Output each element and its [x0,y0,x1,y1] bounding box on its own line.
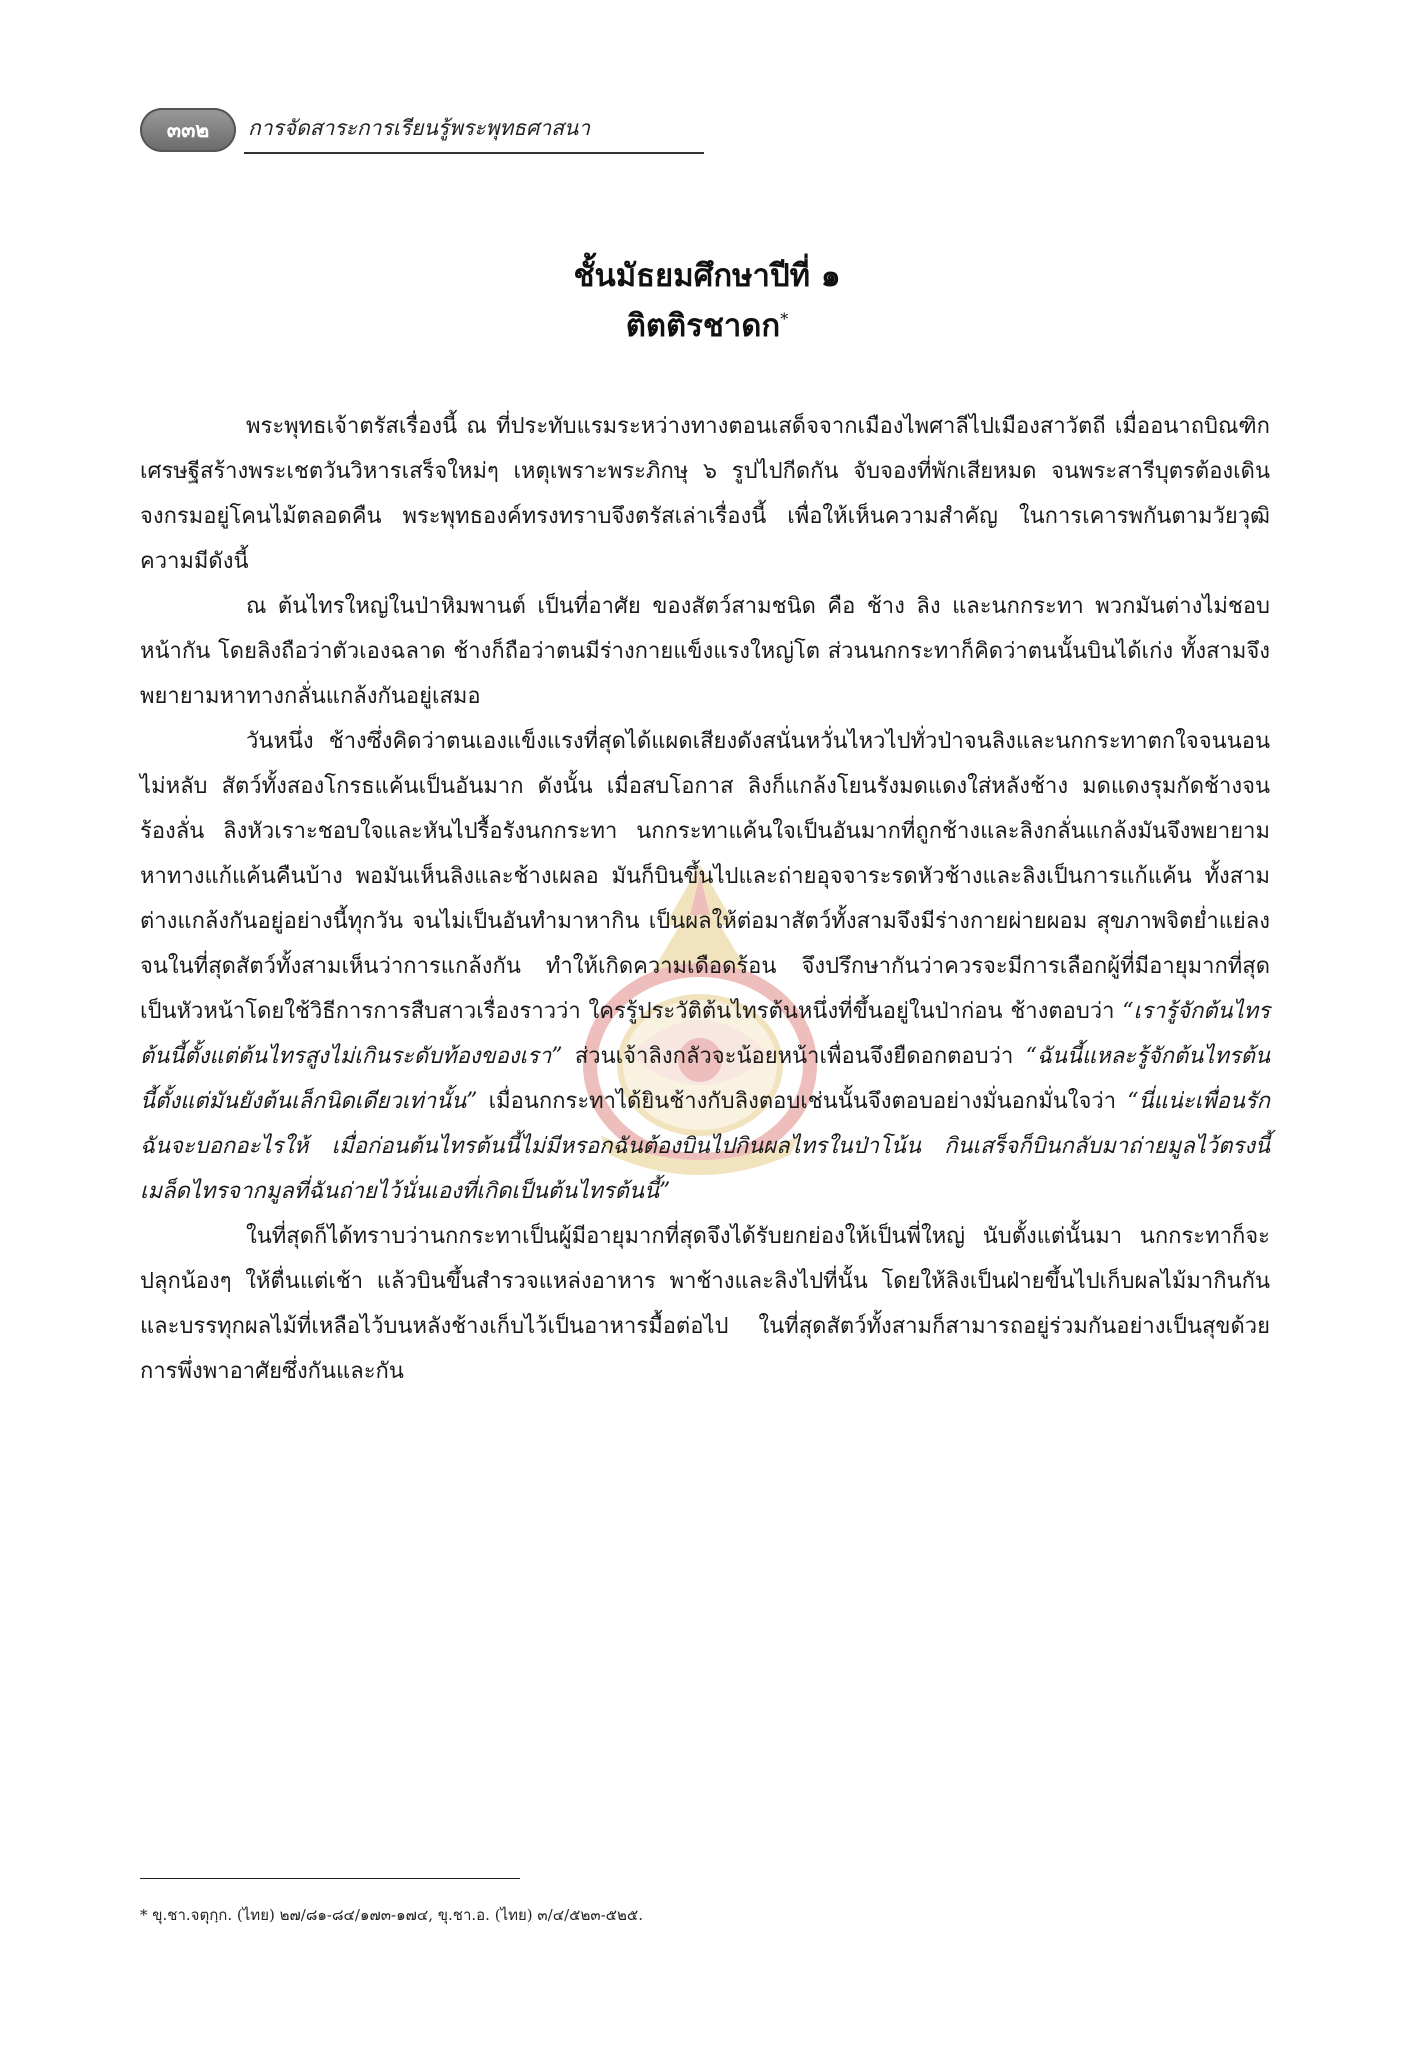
paragraph-2: ณ ต้นไทรใหญ่ในป่าหิมพานต์ เป็นที่อาศัย ของสัตว์สามชนิด คือ ช้าง ลิง และนกกระทา พวกมันต่างไม่ชอบหน้ากัน โดยลิงถือว่าตัวเองฉลาด ช้างก็ถือว่าตนมีร่างกายแข็งแรงใหญ่โต ส่วนนกกระทาก็คิดว่าตนนั้นบินได้เก่ง ทั้งสามจึงพยายามหาทางกลั่นแกล้งกันอยู่เสมอ [140,594,1270,709]
elephant-quote: “เรารู้จักต้นไทรต้นนี้ตั้งแต่ต้นไทรสูงไม่เกินระดับท้องของเรา” [140,999,1270,1069]
story-body [140,404,1270,1394]
bird-intro: เมื่อนกกระทาได้ยินช้างกับลิงตอบเช่นนั้นจึงตอบอย่างมั่นอกมั่นใจว่า [488,1089,1117,1114]
monkey-quote: “ฉันนี้แหละรู้จักต้นไทรต้นนี้ตั้งแต่มันยังต้นเล็กนิดเดียวเท่านั้น” [140,1044,1271,1114]
grade-heading: ชั้นมัธยมศึกษาปีที่ ๑ [573,258,841,294]
footnote-divider [140,1878,520,1879]
paragraph-4: ในที่สุดก็ได้ทราบว่านกกระทาเป็นผู้มีอายุมากที่สุดจึงได้รับยกย่องให้เป็นพี่ใหญ่ นับตั้งแต่นั้นมา นกกระทาก็จะปลุกน้องๆ ให้ตื่นแต่เช้า แล้วบินขึ้นสำรวจแหล่งอาหาร พาช้างและลิงไปที่นั้น โดยให้ลิงเป็นฝ่ายขึ้นไปเก็บผลไม้มากินกัน และบรรทุกผลไม้ที่เหลือไว้บนหลังช้างเก็บไว้เป็นอาหารมื้อต่อไป ในที่สุดสัตว์ทั้งสามก็สามารถอยู่ร่วมกันอย่างเป็นสุขด้วยการพึ่งพาอาศัยซึ่งกันและกัน [140,1224,1270,1384]
footnote [140,1904,1270,1926]
paragraph-3 [140,719,1270,1214]
bird-quote: “นี่แน่ะเพื่อนรักฉันจะบอกอะไรให้ เมื่อก่อนต้นไทรต้นนี้ไม่มีหรอกฉันต้องบินไปกินผลไทรในป่าโน้น กินเสร็จก็บินกลับมาถ่ายมูลไว้ตรงนี้ เมล็ดไทรจากมูลที่ฉันถ่ายไว้นั่นเองที่เกิดเป็นต้นไทรต้นนี้” [140,1089,1270,1204]
page-number-badge: ๓๓๒ [140,108,236,152]
running-header [140,108,700,160]
footnote-mark: * [140,1906,148,1924]
story-title [0,300,1414,350]
monkey-intro: ส่วนเจ้าลิงกลัวจะน้อยหน้าเพื่อนจึงยืดอกตอบว่า [574,1044,1014,1069]
header-divider [244,152,704,154]
footnote-marker: * [780,309,789,329]
story-title-text: ติตติรชาดก [625,308,781,344]
footnote-text: ขุ.ชา.จตุกฺก. (ไทย) ๒๗/๘๑-๘๔/๑๗๓-๑๗๔, ขุ.ชา.อ. (ไทย) ๓/๔/๕๒๓-๕๒๕. [152,1906,644,1924]
paragraph-1: พระพุทธเจ้าตรัสเรื่องนี้ ณ ที่ประทับแรมระหว่างทางตอนเสด็จจากเมืองไพศาลีไปเมืองสาวัตถี เมื่ออนาถบิณฑิกเศรษฐีสร้างพระเชตวันวิหารเสร็จใหม่ๆ เหตุเพราะพระภิกษุ ๖ รูปไปกีดกัน จับจองที่พักเสียหมด จนพระสารีบุตรต้องเดินจงกรมอยู่โคนไม้ตลอดคืน พระพุทธองค์ทรงทราบจึงตรัสเล่าเรื่องนี้ เพื่อให้เห็นความสำคัญ ในการเคารพกันตามวัยวุฒิ ความมีดังนี้ [140,414,1270,574]
book-title: การจัดสาระการเรียนรู้พระพุทธศาสนา [248,116,591,140]
paragraph-3-narration: วันหนึ่ง ช้างซึ่งคิดว่าตนเองแข็งแรงที่สุดได้แผดเสียงดังสนั่นหวั่นไหวไปทั่วป่าจนลิงและนกกระทาตกใจจนนอนไม่หลับ สัตว์ทั้งสองโกรธแค้นเป็นอันมาก ดังนั้น เมื่อสบโอกาส ลิงก็แกล้งโยนรังมดแดงใส่หลังช้าง มดแดงรุมกัดช้างจนร้องลั่น ลิงหัวเราะชอบใจและหันไปรื้อรังนกกระทา นกกระทาแค้นใจเป็นอันมากที่ถูกช้างและลิงกลั่นแกล้งมันจึงพยายามหาทางแก้แค้นคืนบ้าง พอมันเห็นลิงและช้างเผลอ มันก็บินขึ้นไปและถ่ายอุจจาระรดหัวช้างและลิงเป็นการแก้แค้น ทั้งสามต่างแกล้งกันอยู่อย่างนี้ทุกวัน จนไม่เป็นอันทำมาหากิน เป็นผลให้ต่อมาสัตว์ทั้งสามจึงมีร่างกายผ่ายผอม สุขภาพจิตย่ำแย่ลง จนในที่สุดสัตว์ทั้งสามเห็นว่าการแกล้งกัน ทำให้เกิดความเดือดร้อน จึงปรึกษากันว่าควรจะมีการเลือกผู้ที่มีอายุมากที่สุดเป็นหัวหน้าโดยใช้วิธีการการสืบสาวเรื่องราวว่า ใครรู้ประวัติต้นไทรต้นหนึ่งที่ขึ้นอยู่ในป่าก่อน ช้างตอบว่า [140,729,1270,1024]
